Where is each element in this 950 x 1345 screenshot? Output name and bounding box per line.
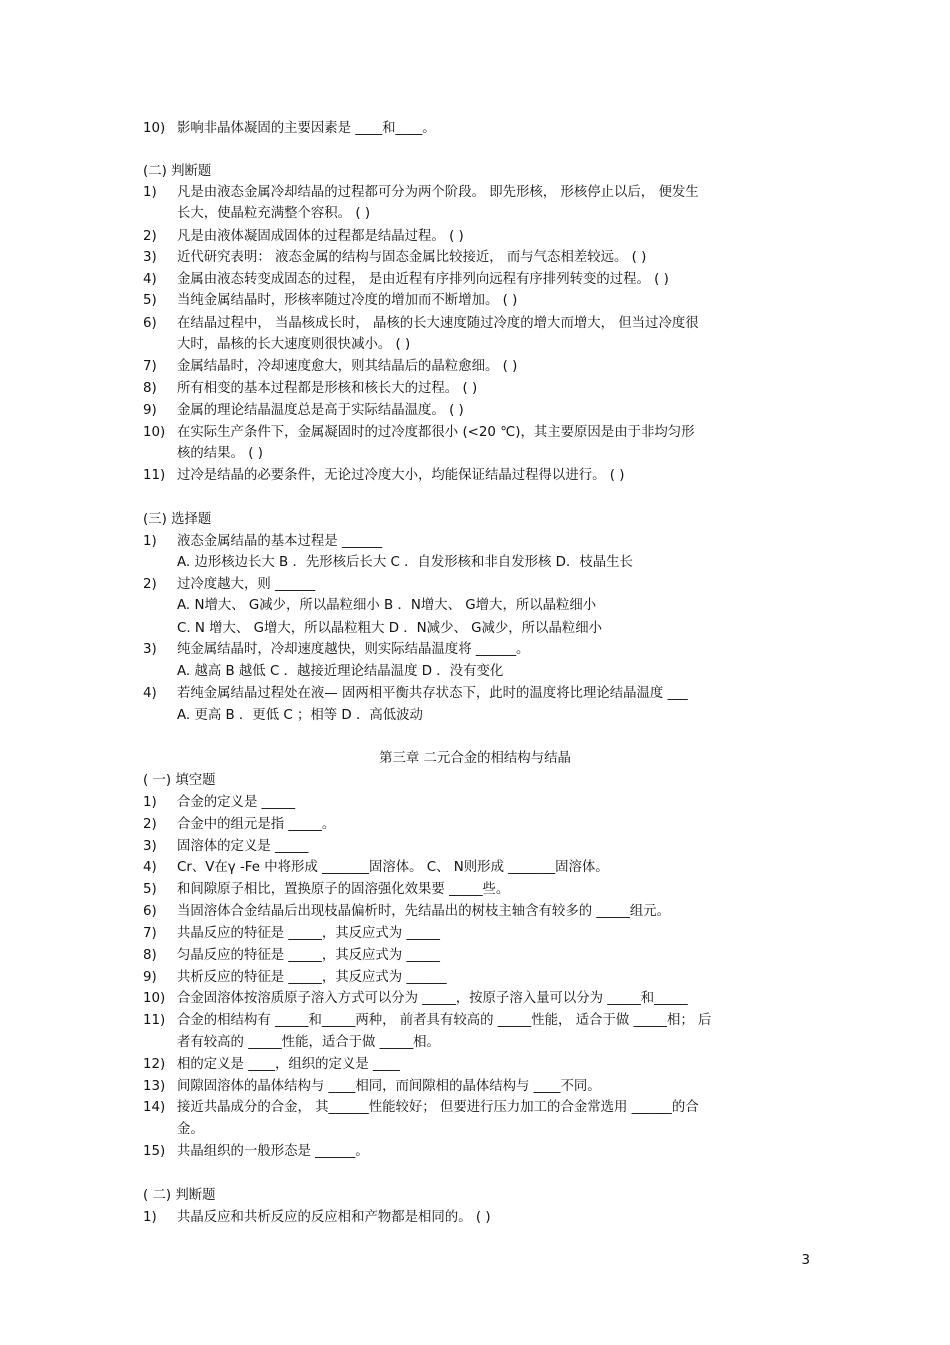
question-item — [143, 1012, 813, 1029]
question-item — [143, 816, 813, 833]
question-text: 者有较高的 _____性能，适合于做 _____相。 — [177, 1035, 440, 1050]
question-number: 8) — [143, 948, 157, 963]
question-item — [143, 402, 813, 419]
question-item — [143, 249, 813, 266]
question-continuation — [177, 205, 847, 222]
question-continuation — [177, 707, 847, 724]
question-number: 10) — [143, 425, 166, 440]
question-text: 液态金属结晶的基本过程是 ______ — [177, 534, 383, 549]
question-text: 纯金属结晶时，冷却速度越快，则实际结晶温度将 ______。 — [177, 642, 530, 657]
question-item — [143, 881, 813, 898]
question-text: 合金的相结构有 _____和_____两种， 前者具有较高的 _____性能， 适合于做 _____相； 后 — [177, 1013, 712, 1028]
question-item — [143, 641, 813, 658]
question-text: 相的定义是 ____，组织的定义是 ____ — [177, 1057, 400, 1072]
question-number: 1) — [143, 534, 157, 549]
section-heading — [143, 511, 813, 528]
question-text: Cr、V在γ -Fe 中将形成 _______固溶体。 C、 N则形成 _______固溶体。 — [177, 860, 609, 875]
question-item — [143, 184, 813, 201]
question-text: 和间隙原子相比，置换原子的固溶强化效果要 _____些。 — [177, 882, 510, 897]
question-text: 共析反应的特征是 _____，其反应式为 ______ — [177, 970, 447, 985]
question-text: 共晶反应的特征是 _____，其反应式为 _____ — [177, 926, 440, 941]
question-text: 金。 — [177, 1122, 204, 1137]
question-text: 影响非晶体凝固的主要因素是 ____和____。 — [177, 121, 436, 136]
question-number: 2) — [143, 229, 157, 244]
section-heading — [143, 1187, 813, 1204]
question-continuation — [177, 554, 847, 571]
question-number: 5) — [143, 882, 157, 897]
question-item — [143, 380, 813, 397]
question-item — [143, 1056, 813, 1073]
question-text: 金属由液态转变成固态的过程， 是由近程有序排列向远程有序排列转变的过程。 ( ) — [177, 272, 669, 287]
question-text: 若纯金属结晶过程处在液— 固两相平衡共存状态下，此时的温度将比理论结晶温度 ___ — [177, 686, 688, 701]
question-number: 3) — [143, 839, 157, 854]
question-number: 1) — [143, 1210, 157, 1225]
question-text: 共晶反应和共析反应的反应相和产物都是相同的。 ( ) — [177, 1210, 491, 1225]
question-item — [143, 685, 813, 702]
question-text: ( 一) 填空题 — [143, 773, 216, 788]
question-item — [143, 271, 813, 288]
page-number: 3 — [801, 1253, 810, 1268]
question-text: 在实际生产条件下，金属凝固时的过冷度都很小 (<20 ℃)，其主要原因是由于非均匀形 — [177, 425, 695, 440]
question-number: 12) — [143, 1057, 166, 1072]
question-number: 1) — [143, 185, 157, 200]
question-item — [143, 120, 813, 137]
question-number: 6) — [143, 904, 157, 919]
question-item — [143, 1143, 813, 1160]
question-item — [143, 990, 813, 1007]
question-item — [143, 467, 813, 484]
question-text: A. 越高 B 越低 C ．越接近理论结晶温度 D ．没有变化 — [177, 664, 504, 679]
question-text: 过冷度越大，则 ______ — [177, 577, 316, 592]
question-text: 合金中的组元是指 _____。 — [177, 817, 336, 832]
question-number: 3) — [143, 642, 157, 657]
question-text: (二) 判断题 — [143, 164, 212, 179]
question-item — [143, 1209, 813, 1226]
question-item — [143, 533, 813, 550]
question-text: 间隙固溶体的晶体结构与 ____相同，而间隙相的晶体结构与 ____不同。 — [177, 1079, 601, 1094]
question-text: 金属的理论结晶温度总是高于实际结晶温度。 ( ) — [177, 403, 464, 418]
question-item — [143, 292, 813, 309]
question-text: 匀晶反应的特征是 _____，其反应式为 _____ — [177, 948, 440, 963]
question-text: 接近共晶成分的合金， 其______性能较好； 但要进行压力加工的合金常选用 ______的合 — [177, 1100, 699, 1115]
question-continuation — [177, 1121, 847, 1138]
question-text: 凡是由液态金属冷却结晶的过程都可分为两个阶段。 即先形核， 形核停止以后， 便发生 — [177, 185, 699, 200]
question-continuation — [177, 1034, 847, 1051]
question-number: 4) — [143, 686, 157, 701]
question-text: ( 二) 判断题 — [143, 1188, 216, 1203]
question-text: A. 边形核边长大 B ．先形核后长大 C ．自发形核和非自发形核 D．枝晶生长 — [177, 555, 633, 570]
question-item — [143, 1099, 813, 1116]
question-text: 凡是由液体凝固成固体的过程都是结晶过程。 ( ) — [177, 229, 464, 244]
section-heading — [143, 772, 813, 789]
question-item — [143, 925, 813, 942]
question-continuation — [177, 597, 847, 614]
question-text: C. N 增大、 G增大，所以晶粒粗大 D ．N减少、 G减少，所以晶粒细小 — [177, 621, 603, 636]
question-continuation — [177, 336, 847, 353]
question-number: 15) — [143, 1144, 166, 1159]
question-continuation — [177, 663, 847, 680]
question-text: 长大，使晶粒充满整个容积。 ( ) — [177, 206, 371, 221]
question-item — [143, 228, 813, 245]
question-number: 9) — [143, 403, 157, 418]
question-text: 过冷是结晶的必要条件，无论过冷度大小，均能保证结晶过程得以进行。 ( ) — [177, 468, 625, 483]
question-text: A. N增大、 G减少，所以晶粒细小 B ．N增大、 G增大，所以晶粒细小 — [177, 598, 597, 613]
question-number: 4) — [143, 860, 157, 875]
question-number: 11) — [143, 1013, 166, 1028]
question-number: 2) — [143, 817, 157, 832]
question-number: 1) — [143, 795, 157, 810]
question-text: 共晶组织的一般形态是 ______。 — [177, 1144, 369, 1159]
question-number: 3) — [143, 250, 157, 265]
question-text: 在结晶过程中， 当晶核成长时， 晶核的长大速度随过冷度的增大而增大， 但当过冷度很 — [177, 316, 699, 331]
question-text: A. 更高 B ．更低 C ；相等 D ．高低波动 — [177, 708, 423, 723]
question-text: 固溶体的定义是 _____ — [177, 839, 309, 854]
question-continuation — [177, 620, 847, 637]
question-number: 10) — [143, 121, 166, 136]
question-item — [143, 838, 813, 855]
question-text: 当纯金属结晶时，形核率随过冷度的增加而不断增加。 ( ) — [177, 293, 518, 308]
question-number: 13) — [143, 1079, 166, 1094]
question-continuation — [177, 445, 847, 462]
question-text: (三) 选择题 — [143, 512, 212, 527]
question-item — [143, 576, 813, 593]
question-item — [143, 947, 813, 964]
question-item — [143, 424, 813, 441]
question-number: 9) — [143, 970, 157, 985]
question-text: 当固溶体合金结晶后出现枝晶偏析时，先结晶出的树枝主轴含有较多的 _____组元。 — [177, 904, 671, 919]
question-text: 合金的定义是 _____ — [177, 795, 296, 810]
question-number: 7) — [143, 359, 157, 374]
question-text: 近代研究表明： 液态金属的结构与固态金属比较接近， 而与气态相差较远。 ( ) — [177, 250, 647, 265]
question-item — [143, 903, 813, 920]
question-item — [143, 315, 813, 332]
question-number: 2) — [143, 577, 157, 592]
question-item — [143, 859, 813, 876]
question-item — [143, 794, 813, 811]
question-number: 7) — [143, 926, 157, 941]
section-heading — [143, 163, 813, 180]
question-item — [143, 1078, 813, 1095]
question-number: 5) — [143, 293, 157, 308]
question-item — [143, 969, 813, 986]
question-number: 4) — [143, 272, 157, 287]
question-number: 14) — [143, 1100, 166, 1115]
question-number: 11) — [143, 468, 166, 483]
question-number: 6) — [143, 316, 157, 331]
question-text: 金属结晶时，冷却速度愈大，则其结晶后的晶粒愈细。 ( ) — [177, 359, 518, 374]
question-number: 8) — [143, 381, 157, 396]
chapter-title: 第三章 二元合金的相结构与结晶 — [379, 751, 571, 766]
question-text: 核的结果。 ( ) — [177, 446, 263, 461]
question-text: 合金固溶体按溶质原子溶入方式可以分为 _____，按原子溶入量可以分为 _____和_____ — [177, 991, 688, 1006]
question-item — [143, 358, 813, 375]
question-text: 所有相变的基本过程都是形核和核长大的过程。 ( ) — [177, 381, 478, 396]
question-number: 10) — [143, 991, 166, 1006]
question-text: 大时，晶核的长大速度则很快减小。 ( ) — [177, 337, 411, 352]
